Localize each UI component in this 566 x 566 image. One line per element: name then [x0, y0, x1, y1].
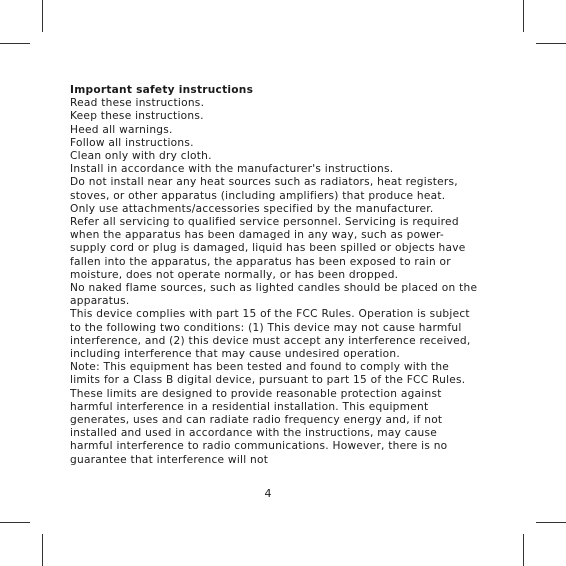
crop-mark-top-left	[42, 0, 43, 32]
paragraph: Heed all warnings.	[70, 123, 173, 136]
paragraph: Note: This equipment has been tested and found to comply with the limits for a Class B digital device, pursuant to part 15 of the FCC Rules. These limits are designed to provide reasonable protection against harmful interference in a residential installation. This equipment generates, uses and can radiate radio frequency energy and, if not installed and used in accordance with the instructions, may cause harmful interference to radio communications. However, there is no guarantee that interference will not	[70, 361, 466, 466]
paragraph: This device complies with part 15 of the FCC Rules. Operation is subject to the following two conditions: (1) This device may not cause harmful interference, and (2) this device must accept any interference received, including interference that may cause undesired operation.	[70, 308, 471, 361]
paragraph: Install in accordance with the manufacturer's instructions.	[70, 163, 394, 176]
paragraph: Only use attachments/accessories specified by the manufacturer.	[70, 202, 434, 215]
paragraph: Read these instructions.	[70, 97, 205, 110]
crop-mark-bottom-right	[523, 534, 524, 566]
crop-mark-right-top	[536, 43, 566, 44]
crop-mark-right-bottom	[536, 522, 566, 523]
crop-mark-top-right	[523, 0, 524, 32]
crop-mark-left-bottom	[0, 522, 30, 523]
paragraph: Refer all servicing to qualified service personnel. Servicing is required when the apparatus has been damaged in any way, such as power-supply cord or plug is damaged, liquid has been spilled or objects have fallen into the apparatus, the apparatus has been exposed to rain or moisture, does not operate normally, or has been dropped.	[70, 216, 466, 281]
safety-instructions-text	[70, 84, 480, 467]
paragraph: Do not install near any heat sources such as radiators, heat registers, stoves, or other apparatus (including amplifiers) that produce heat.	[70, 176, 458, 202]
paragraph: Clean only with dry cloth.	[70, 150, 212, 163]
page-number: 4	[264, 487, 272, 500]
paragraph: Keep these instructions.	[70, 110, 204, 123]
crop-mark-bottom-left	[42, 534, 43, 566]
paragraph: No naked flame sources, such as lighted candles should be placed on the apparatus.	[70, 282, 478, 308]
crop-mark-left-top	[0, 43, 30, 44]
section-title: Important safety instructions	[70, 84, 254, 96]
paragraph: Follow all instructions.	[70, 136, 194, 149]
